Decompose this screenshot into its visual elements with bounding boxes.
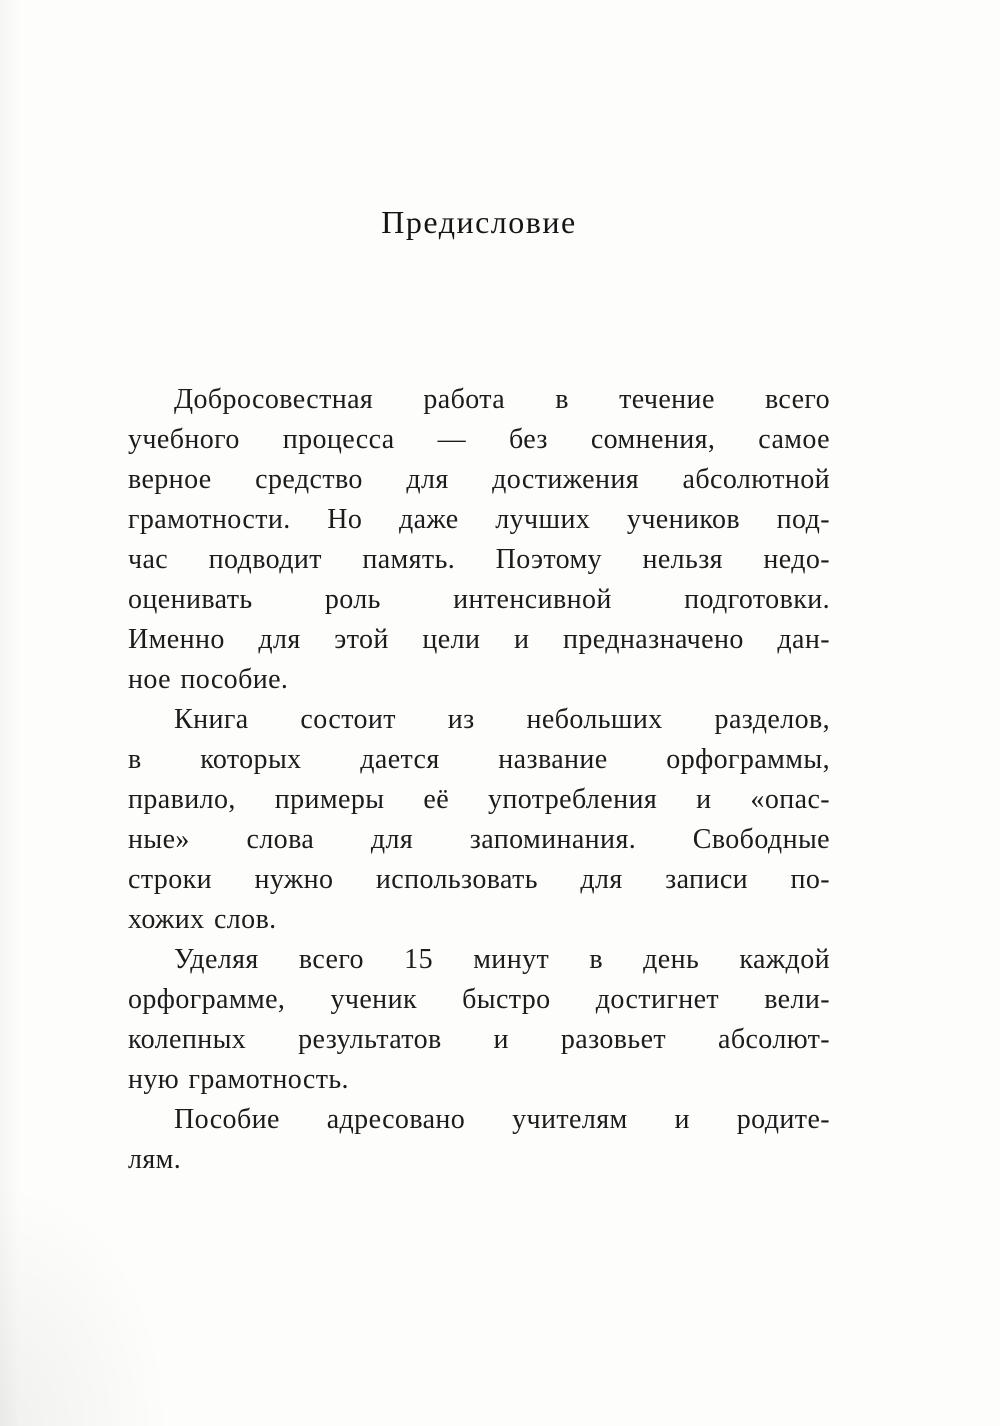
- text-line: учебного процесса — без сомнения, самое: [128, 424, 830, 455]
- text-line: грамотности. Но даже лучших учеников под-: [128, 504, 830, 535]
- text-line: в которых дается название орфограммы,: [128, 744, 830, 775]
- text-line: ное пособие.: [128, 664, 289, 695]
- page-title: Предисловие: [381, 204, 577, 241]
- text-line: оценивать роль интенсивной подготовки.: [128, 584, 830, 615]
- text-line: Именно для этой цели и предназначено дан-: [128, 624, 830, 655]
- text-line: ные» слова для запоминания. Свободные: [128, 824, 830, 855]
- text-line: лям.: [128, 1144, 182, 1175]
- text-line: хожих слов.: [128, 904, 277, 935]
- text-line: Пособие адресовано учителям и родите-: [174, 1104, 830, 1135]
- text-line: ную грамотность.: [128, 1064, 349, 1095]
- text-line: Книга состоит из небольших разделов,: [174, 704, 830, 735]
- text-line: час подводит память. Поэтому нельзя недо-: [128, 544, 830, 575]
- text-line: правило, примеры её употребления и «опас-: [128, 784, 830, 815]
- text-line: верное средство для достижения абсолютной: [128, 464, 830, 495]
- text-block: [128, 380, 830, 1180]
- text-line: Уделяя всего 15 минут в день каждой: [174, 944, 830, 975]
- text-line: Добросовестная работа в течение всего: [174, 384, 830, 415]
- text-line: строки нужно использовать для записи по-: [128, 864, 830, 895]
- text-line: орфограмме, ученик быстро достигнет вели-: [128, 984, 830, 1015]
- text-line: колепных результатов и разовьет абсолют-: [128, 1024, 830, 1055]
